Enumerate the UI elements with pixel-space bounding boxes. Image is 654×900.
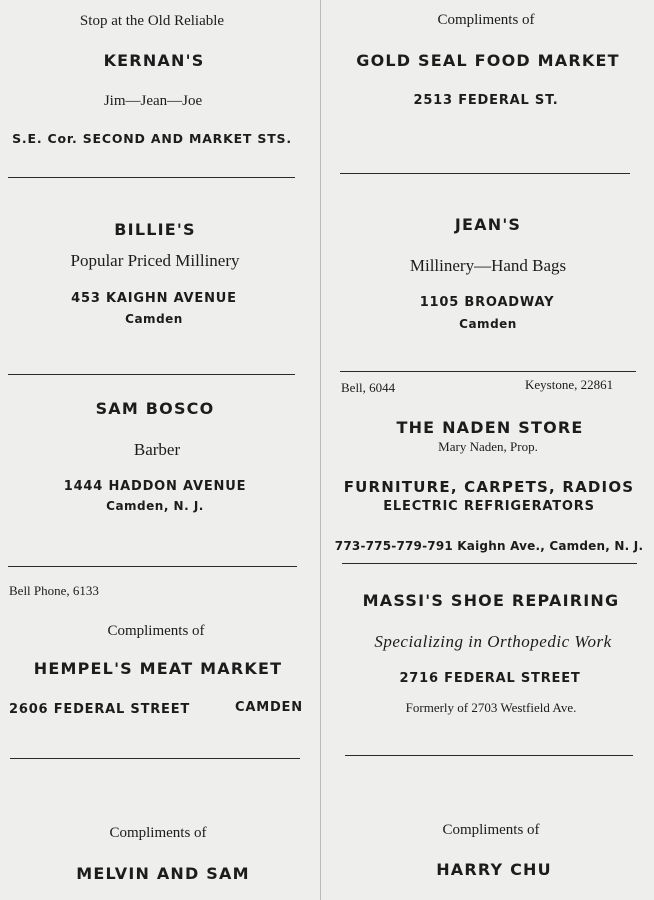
bosco-city: Camden, N. J. bbox=[106, 499, 204, 513]
rule bbox=[8, 374, 295, 375]
hempels-name: HEMPEL'S MEAT MARKET bbox=[33, 659, 283, 678]
hempels-city: CAMDEN bbox=[235, 700, 303, 715]
kernans-intro: Stop at the Old Reliable bbox=[79, 13, 225, 29]
bosco-trade: Barber bbox=[133, 440, 181, 459]
melvin-intro: Compliments of bbox=[109, 825, 207, 841]
jeans-address: 1105 BROADWAY bbox=[419, 295, 555, 310]
massis-address: 2716 FEDERAL STREET bbox=[399, 671, 581, 686]
jeans-name: JEAN'S bbox=[454, 215, 522, 234]
massis-tagline: Specializing in Orthopedic Work bbox=[374, 632, 612, 651]
rule bbox=[340, 371, 636, 372]
goldseal-name: GOLD SEAL FOOD MARKET bbox=[356, 51, 620, 70]
billies-city: Camden bbox=[125, 312, 183, 326]
melvin-name: MELVIN AND SAM bbox=[76, 864, 250, 883]
naden-address: 773-775-779-791 Kaighn Ave., Camden, N. J. bbox=[334, 539, 644, 553]
rule bbox=[340, 173, 630, 174]
column-divider bbox=[320, 0, 321, 900]
rule bbox=[10, 758, 300, 759]
massis-formerly: Formerly of 2703 Westfield Ave. bbox=[405, 700, 577, 715]
billies-address: 453 KAIGHN AVENUE bbox=[71, 291, 237, 306]
naden-phone-keystone: Keystone, 22861 bbox=[525, 377, 614, 392]
hempels-phone: Bell Phone, 6133 bbox=[9, 583, 99, 598]
kernans-people: Jim—Jean—Joe bbox=[103, 93, 203, 109]
hempels-address: 2606 FEDERAL STREET bbox=[9, 702, 191, 717]
jeans-city: Camden bbox=[459, 317, 517, 331]
chu-intro: Compliments of bbox=[442, 822, 540, 838]
rule bbox=[8, 177, 295, 178]
naden-goods-2: ELECTRIC REFRIGERATORS bbox=[383, 499, 595, 514]
bosco-address: 1444 HADDON AVENUE bbox=[63, 479, 247, 494]
rule bbox=[8, 566, 297, 567]
rule bbox=[342, 563, 637, 564]
billies-name: BILLIE'S bbox=[114, 220, 196, 239]
kernans-address: S.E. Cor. SECOND AND MARKET STS. bbox=[12, 131, 292, 146]
bosco-name: SAM BOSCO bbox=[95, 399, 215, 418]
naden-name: THE NADEN STORE bbox=[396, 418, 584, 437]
massis-name: MASSI'S SHOE REPAIRING bbox=[362, 591, 620, 610]
kernans-name: KERNAN'S bbox=[103, 51, 205, 70]
goldseal-intro: Compliments of bbox=[437, 12, 535, 28]
jeans-tagline: Millinery—Hand Bags bbox=[409, 256, 567, 275]
naden-phone-bell: Bell, 6044 bbox=[341, 380, 396, 395]
naden-goods: FURNITURE, CARPETS, RADIOS bbox=[343, 478, 635, 496]
naden-proprietor: Mary Naden, Prop. bbox=[438, 439, 538, 454]
goldseal-address: 2513 FEDERAL ST. bbox=[413, 93, 559, 108]
rule bbox=[345, 755, 633, 756]
billies-tagline: Popular Priced Millinery bbox=[70, 251, 240, 270]
chu-name: HARRY CHU bbox=[436, 860, 552, 879]
hempels-intro: Compliments of bbox=[107, 623, 205, 639]
